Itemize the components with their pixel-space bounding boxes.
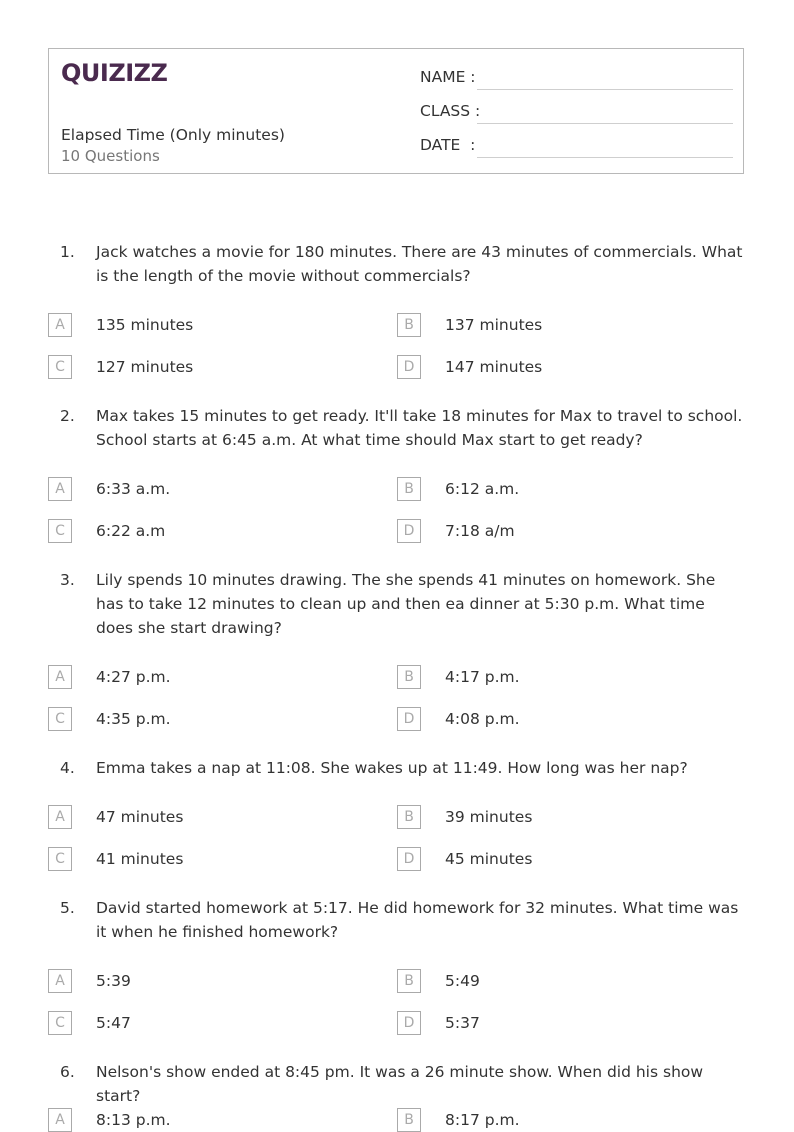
option-text: 4:35 p.m. [96, 710, 171, 728]
option-text: 47 minutes [96, 808, 184, 826]
option-letter-box: A [48, 313, 72, 337]
option-text: 4:27 p.m. [96, 668, 171, 686]
option-text: 8:13 p.m. [96, 1111, 171, 1129]
worksheet-title: Elapsed Time (Only minutes) [61, 126, 285, 144]
option-letter-box: C [48, 519, 72, 543]
name-line [477, 89, 733, 90]
option-letter-box: C [48, 847, 72, 871]
option-text: 45 minutes [445, 850, 533, 868]
quizizz-logo: QUIZIZZ [61, 59, 168, 87]
option-text: 147 minutes [445, 358, 543, 376]
option-text: 5:47 [96, 1014, 131, 1032]
date-line [477, 157, 733, 158]
option-letter-box: C [48, 707, 72, 731]
option-letter-box: C [48, 1011, 72, 1035]
question-number: 5. [60, 899, 75, 917]
option-text: 6:33 a.m. [96, 480, 171, 498]
option-text: 7:18 a/m [445, 522, 515, 540]
class-label: CLASS : [420, 102, 481, 120]
option-text: 39 minutes [445, 808, 533, 826]
option-letter-box: B [397, 1108, 421, 1132]
option-letter-box: D [397, 355, 421, 379]
question-text: David started homework at 5:17. He did homework for 32 minutes. What time was it when he finished homework? [96, 899, 739, 941]
option-text: 5:39 [96, 972, 131, 990]
option-text: 41 minutes [96, 850, 184, 868]
question-count: 10 Questions [61, 147, 160, 165]
option-letter-box: A [48, 805, 72, 829]
name-label: NAME : [420, 68, 476, 86]
option-letter-box: A [48, 969, 72, 993]
option-letter-box: D [397, 519, 421, 543]
option-text: 8:17 p.m. [445, 1111, 520, 1129]
option-text: 137 minutes [445, 316, 543, 334]
option-letter-box: B [397, 969, 421, 993]
option-text: 5:37 [445, 1014, 480, 1032]
option-letter-box: D [397, 847, 421, 871]
option-letter-box: A [48, 1108, 72, 1132]
option-text: 4:17 p.m. [445, 668, 520, 686]
option-letter-box: B [397, 805, 421, 829]
question-text: Max takes 15 minutes to get ready. It'll take 18 minutes for Max to travel to school. School starts at 6:45 a.m. At what time should Max start to get ready? [96, 407, 743, 449]
worksheet-header [48, 48, 744, 174]
question-number: 2. [60, 407, 75, 425]
option-letter-box: B [397, 477, 421, 501]
question-text: Nelson's show ended at 8:45 pm. It was a 26 minute show. When did his show start? [96, 1063, 704, 1105]
question-number: 6. [60, 1063, 75, 1081]
option-text: 127 minutes [96, 358, 194, 376]
question-text: Jack watches a movie for 180 minutes. There are 43 minutes of commercials. What is the length of the movie without commercials? [96, 243, 743, 285]
option-letter-box: C [48, 355, 72, 379]
option-letter-box: A [48, 477, 72, 501]
question-number: 3. [60, 571, 75, 589]
option-text: 5:49 [445, 972, 480, 990]
option-text: 4:08 p.m. [445, 710, 520, 728]
option-letter-box: A [48, 665, 72, 689]
date-label: DATE : [420, 136, 476, 154]
question-text: Lily spends 10 minutes drawing. The she spends 41 minutes on homework. She has to take 12 minutes to clean up and then ea dinner at 5:30 p.m. What time does she start drawing? [96, 571, 716, 637]
option-letter-box: B [397, 665, 421, 689]
option-letter-box: D [397, 1011, 421, 1035]
option-text: 6:22 a.m [96, 522, 166, 540]
question-number: 1. [60, 243, 75, 261]
class-line [477, 123, 733, 124]
option-text: 135 minutes [96, 316, 194, 334]
option-letter-box: D [397, 707, 421, 731]
question-number: 4. [60, 759, 75, 777]
question-text: Emma takes a nap at 11:08. She wakes up at 11:49. How long was her nap? [96, 759, 688, 777]
option-text: 6:12 a.m. [445, 480, 520, 498]
option-letter-box: B [397, 313, 421, 337]
